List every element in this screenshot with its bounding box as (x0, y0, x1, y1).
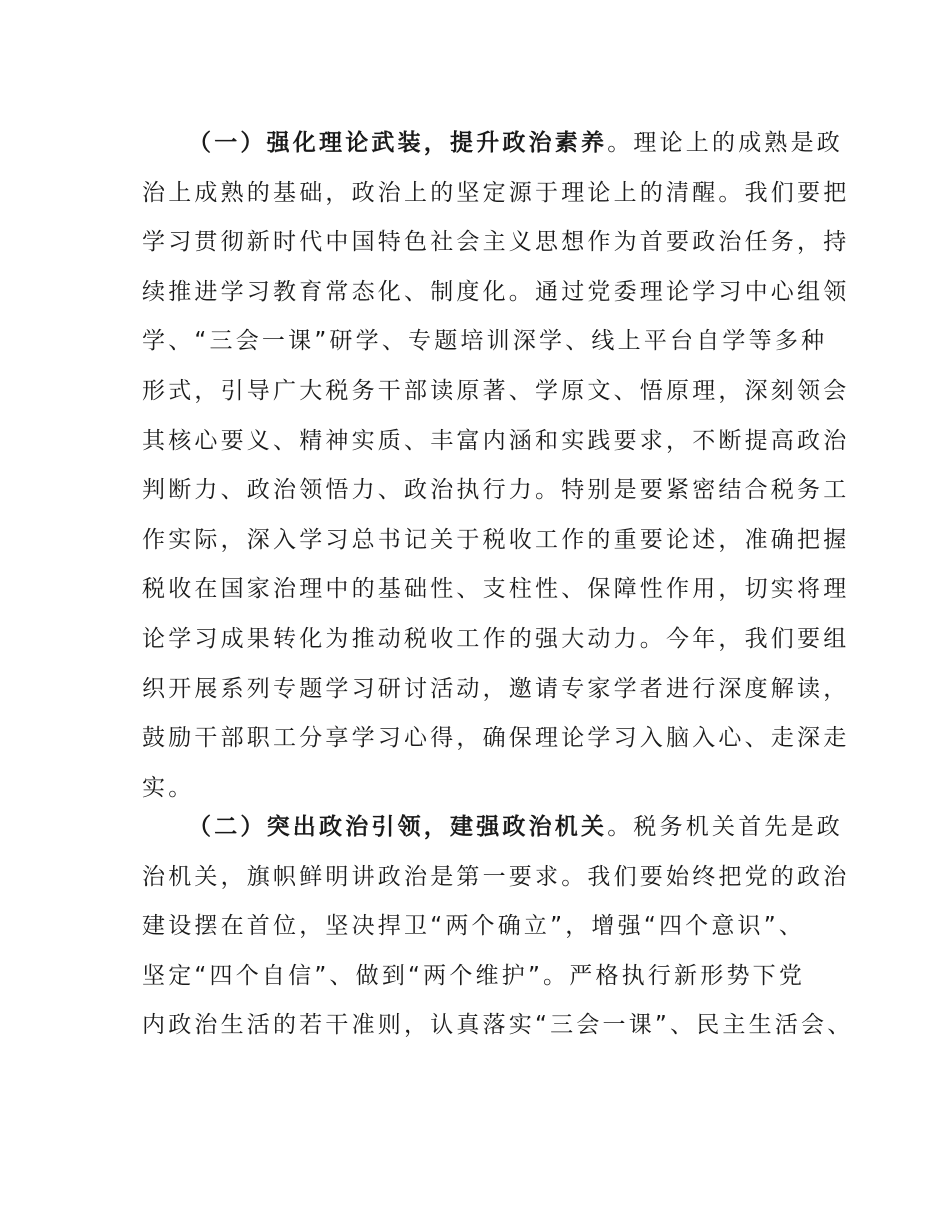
paragraph-first-line (142, 803, 844, 853)
paragraph-line: 其核心要义、精神实质、丰富内涵和实践要求，不断提高政治 (142, 427, 850, 454)
paragraph-line: 内政治生活的若干准则，认真落实“三会一课”、民主生活会、 (142, 1012, 854, 1039)
paragraph-line: 论学习成果转化为推动税收工作的强大动力。今年，我们要组 (142, 625, 850, 652)
paragraph-line: 建设摆在首位，坚决捍卫“两个确立”，增强“四个意识”、 (142, 913, 806, 940)
paragraph-line: 鼓励干部职工分享学习心得，确保理论学习入脑入心、走深走 (142, 725, 850, 752)
paragraph-line: 学、“三会一课”研学、专题培训深学、线上平台自学等多种 (142, 328, 828, 355)
paragraph-line: 税收在国家治理中的基础性、支柱性、保障性作用，切实将理 (142, 576, 850, 603)
paragraph-line: 形式，引导广大税务干部读原著、学原文、悟原理，深刻领会 (142, 377, 850, 404)
paragraph-line: 治机关，旗帜鲜明讲政治是第一要求。我们要始终把党的政治 (142, 863, 850, 890)
paragraph-line: 织开展系列专题学习研讨活动，邀请专家学者进行深度解读， (142, 675, 850, 702)
paragraph-line: 实。 (142, 774, 195, 801)
paragraph-2 (142, 803, 854, 1051)
paragraph-line: 学习贯彻新时代中国特色社会主义思想作为首要政治任务，持 (142, 229, 850, 256)
paragraph-heading: （二）突出政治引领，建强政治机关 (188, 814, 608, 840)
paragraph-heading: （一）强化理论武装，提升政治素养 (188, 130, 608, 156)
paragraph-first-line (142, 119, 844, 169)
paragraph-1 (142, 119, 850, 813)
paragraph-line: 坚定“四个自信”、做到“两个维护”。严格执行新形势下党 (142, 962, 806, 989)
paragraph-line: 续推进学习教育常态化、制度化。通过党委理论学习中心组领 (142, 278, 850, 305)
paragraph-text: 。税务机关首先是政 (607, 814, 844, 840)
paragraph-line: 治上成熟的基础，政治上的坚定源于理论上的清醒。我们要把 (142, 179, 850, 206)
paragraph-line: 判断力、政治领悟力、政治执行力。特别是要紧密结合税务工 (142, 477, 850, 504)
paragraph-line: 作实际，深入学习总书记关于税收工作的重要论述，准确把握 (142, 526, 850, 553)
paragraph-text: 。理论上的成熟是政 (607, 130, 844, 156)
